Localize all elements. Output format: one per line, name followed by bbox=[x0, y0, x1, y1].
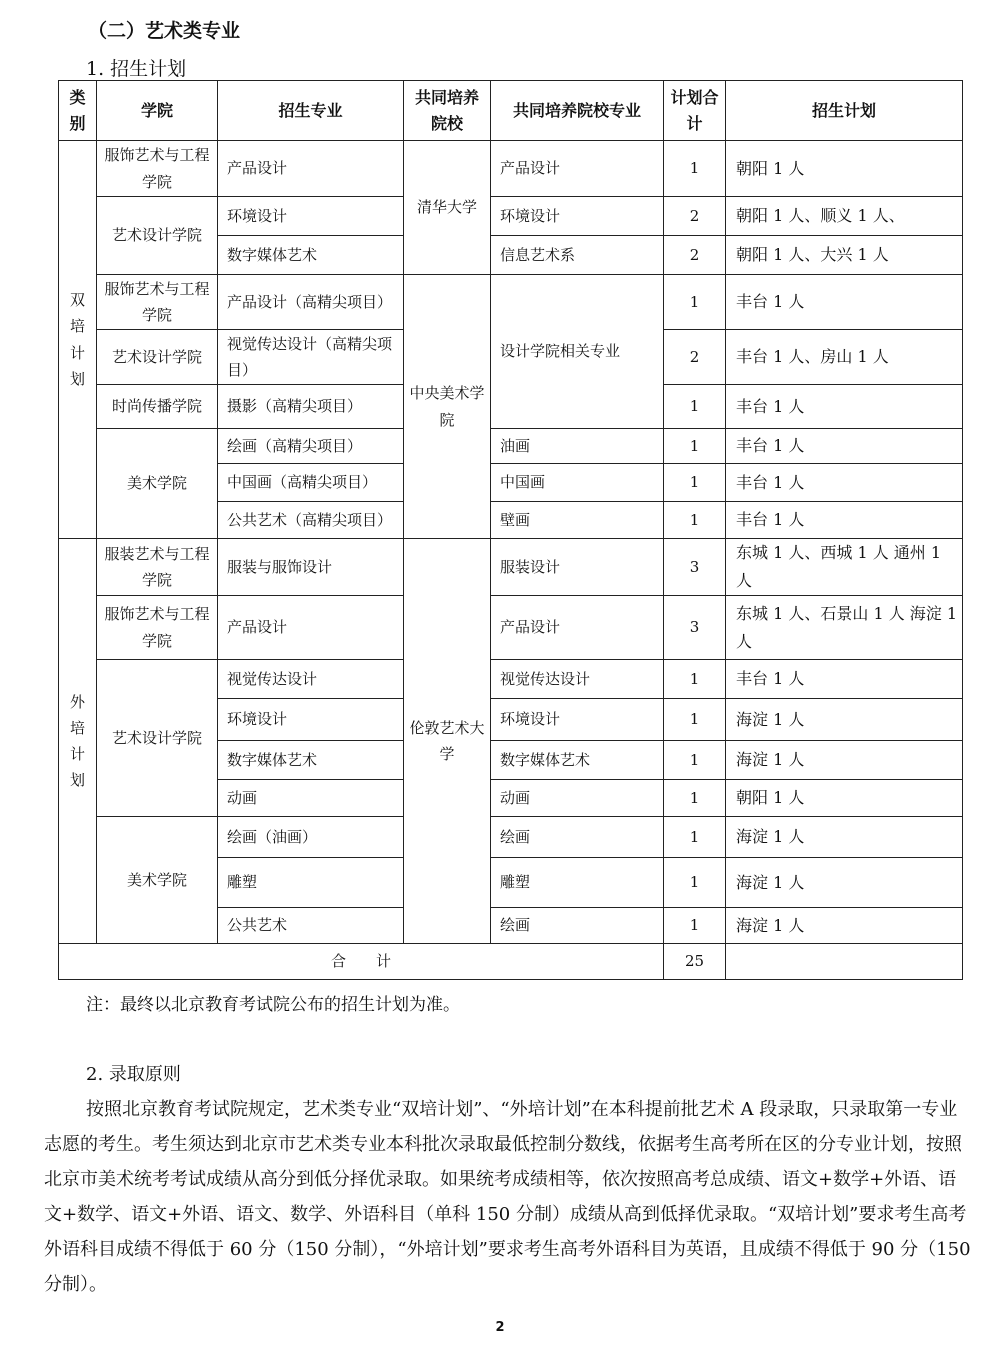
category-cell-dual bbox=[59, 141, 97, 539]
major-cell: 公共艺术（高精尖项目） bbox=[218, 502, 404, 539]
plan-cell: 海淀 1 人 bbox=[726, 908, 963, 944]
section-title: （二）艺术类专业 bbox=[88, 20, 241, 42]
plan-cell: 海淀 1 人 bbox=[726, 741, 963, 780]
total-cell: 2 bbox=[664, 197, 726, 236]
college-cell: 艺术设计学院 bbox=[97, 197, 218, 275]
total-cell: 1 bbox=[664, 429, 726, 464]
major-cell: 雕塑 bbox=[218, 858, 404, 908]
plan-cell: 丰台 1 人 bbox=[726, 660, 963, 699]
major-cell: 数字媒体艺术 bbox=[218, 236, 404, 275]
sum-row bbox=[59, 944, 963, 980]
college-cell: 服饰艺术与工程学院 bbox=[97, 141, 218, 197]
plan-cell: 东城 1 人、石景山 1 人 海淀 1 人 bbox=[726, 596, 963, 660]
header-plan: 招生计划 bbox=[726, 81, 963, 141]
total-cell: 1 bbox=[664, 780, 726, 817]
partner-major-cell: 环境设计 bbox=[491, 699, 664, 741]
table-row bbox=[59, 197, 963, 236]
partner-major-cell: 服装设计 bbox=[491, 539, 664, 596]
total-cell: 1 bbox=[664, 817, 726, 858]
total-cell: 2 bbox=[664, 236, 726, 275]
partner-major-cell: 设计学院相关专业 bbox=[491, 275, 664, 429]
header-major: 招生专业 bbox=[218, 81, 404, 141]
page-number: 2 bbox=[495, 1320, 505, 1335]
header-row bbox=[59, 81, 963, 141]
sum-value: 25 bbox=[664, 944, 726, 980]
plan-cell: 朝阳 1 人 bbox=[726, 780, 963, 817]
partner-major-cell: 油画 bbox=[491, 429, 664, 464]
major-cell: 服装与服饰设计 bbox=[218, 539, 404, 596]
college-cell: 服装艺术与工程学院 bbox=[97, 539, 218, 596]
college-cell: 服饰艺术与工程学院 bbox=[97, 275, 218, 330]
total-cell: 1 bbox=[664, 141, 726, 197]
plan-cell: 朝阳 1 人、顺义 1 人、 bbox=[726, 197, 963, 236]
total-cell: 1 bbox=[664, 385, 726, 429]
total-cell: 3 bbox=[664, 596, 726, 660]
total-cell: 1 bbox=[664, 660, 726, 699]
sub-title-admission-principle: 2. 录取原则 bbox=[86, 1064, 181, 1085]
enrollment-plan-table bbox=[58, 80, 963, 980]
header-category: 类别 bbox=[59, 81, 97, 141]
header-college: 学院 bbox=[97, 81, 218, 141]
category-label: 双 培 计 划 bbox=[69, 291, 85, 388]
partner-major-cell: 环境设计 bbox=[491, 197, 664, 236]
college-cell: 时尚传播学院 bbox=[97, 385, 218, 429]
major-cell: 绘画（高精尖项目） bbox=[218, 429, 404, 464]
plan-cell: 东城 1 人、西城 1 人 通州 1 人 bbox=[726, 539, 963, 596]
partner-major-cell: 绘画 bbox=[491, 908, 664, 944]
major-cell: 绘画（油画） bbox=[218, 817, 404, 858]
total-cell: 1 bbox=[664, 275, 726, 330]
category-cell-overseas bbox=[59, 539, 97, 944]
major-cell: 视觉传达设计（高精尖项目） bbox=[218, 330, 404, 385]
partner-school-cell: 清华大学 bbox=[404, 141, 491, 275]
table-row bbox=[59, 539, 963, 596]
plan-cell: 海淀 1 人 bbox=[726, 817, 963, 858]
table-row bbox=[59, 429, 963, 464]
major-cell: 动画 bbox=[218, 780, 404, 817]
total-cell: 1 bbox=[664, 502, 726, 539]
sum-label: 合 计 bbox=[59, 944, 664, 980]
admission-paragraph: 按照北京教育考试院规定，艺术类专业“双培计划”、“外培计划”在本科提前批艺术 A 段录取，只录取第一专业志愿的考生。考生须达到北京市艺术类专业本科批次录取最低控制分数线，依据考生高考所在区的分专业计划，按照北京市美术统考考试成绩从高分到低分择优录取。如果统考成绩相等，依次按照高考总成绩、语文+数学+外语、语文+数学、语文+外语、语文、数学、外语科目（单科 150 分制）成绩从高到低择优录取。“双培计划”要求考生高考外语科目成绩不得低于 60 分（150 分制），“外培计划”要求考生高考外语科目为英语，且成绩不得低于 90 分（150 分制）。 bbox=[44, 1099, 971, 1295]
table-row bbox=[59, 275, 963, 330]
major-cell: 摄影（高精尖项目） bbox=[218, 385, 404, 429]
plan-cell: 丰台 1 人 bbox=[726, 275, 963, 330]
table-row bbox=[59, 596, 963, 660]
major-cell: 数字媒体艺术 bbox=[218, 741, 404, 780]
table-note: 注：最终以北京教育考试院公布的招生计划为准。 bbox=[86, 995, 460, 1015]
total-cell: 1 bbox=[664, 908, 726, 944]
header-partner-major: 共同培养院校专业 bbox=[491, 81, 664, 141]
college-cell: 美术学院 bbox=[97, 817, 218, 944]
partner-major-cell: 雕塑 bbox=[491, 858, 664, 908]
sum-plan-empty bbox=[726, 944, 963, 980]
partner-major-cell: 信息艺术系 bbox=[491, 236, 664, 275]
header-partner-school: 共同培养院校 bbox=[404, 81, 491, 141]
major-cell: 环境设计 bbox=[218, 197, 404, 236]
major-cell: 产品设计 bbox=[218, 596, 404, 660]
category-label: 外 培 计 划 bbox=[69, 692, 85, 790]
partner-major-cell: 数字媒体艺术 bbox=[491, 741, 664, 780]
plan-cell: 朝阳 1 人、大兴 1 人 bbox=[726, 236, 963, 275]
major-cell: 产品设计（高精尖项目） bbox=[218, 275, 404, 330]
total-cell: 2 bbox=[664, 330, 726, 385]
plan-cell: 丰台 1 人 bbox=[726, 429, 963, 464]
partner-major-cell: 壁画 bbox=[491, 502, 664, 539]
college-cell: 艺术设计学院 bbox=[97, 660, 218, 817]
plan-cell: 海淀 1 人 bbox=[726, 699, 963, 741]
plan-cell: 丰台 1 人 bbox=[726, 502, 963, 539]
total-cell: 1 bbox=[664, 858, 726, 908]
plan-cell: 丰台 1 人 bbox=[726, 464, 963, 502]
partner-school-cell: 中央美术学院 bbox=[404, 275, 491, 539]
major-cell: 视觉传达设计 bbox=[218, 660, 404, 699]
partner-major-cell: 绘画 bbox=[491, 817, 664, 858]
plan-cell: 朝阳 1 人 bbox=[726, 141, 963, 197]
major-cell: 环境设计 bbox=[218, 699, 404, 741]
partner-major-cell: 中国画 bbox=[491, 464, 664, 502]
partner-major-cell: 视觉传达设计 bbox=[491, 660, 664, 699]
partner-school-cell: 伦敦艺术大学 bbox=[404, 539, 491, 944]
total-cell: 3 bbox=[664, 539, 726, 596]
major-cell: 公共艺术 bbox=[218, 908, 404, 944]
header-total: 计划合计 bbox=[664, 81, 726, 141]
total-cell: 1 bbox=[664, 464, 726, 502]
partner-major-cell: 产品设计 bbox=[491, 141, 664, 197]
partner-major-cell: 产品设计 bbox=[491, 596, 664, 660]
table-row bbox=[59, 817, 963, 858]
college-cell: 艺术设计学院 bbox=[97, 330, 218, 385]
table-row bbox=[59, 141, 963, 197]
plan-cell: 丰台 1 人 bbox=[726, 385, 963, 429]
table-row bbox=[59, 660, 963, 699]
sub-title-enrollment-plan: 1. 招生计划 bbox=[86, 58, 187, 80]
total-cell: 1 bbox=[664, 741, 726, 780]
major-cell: 产品设计 bbox=[218, 141, 404, 197]
major-cell: 中国画（高精尖项目） bbox=[218, 464, 404, 502]
partner-major-cell: 动画 bbox=[491, 780, 664, 817]
plan-cell: 海淀 1 人 bbox=[726, 858, 963, 908]
total-cell: 1 bbox=[664, 699, 726, 741]
plan-cell: 丰台 1 人、房山 1 人 bbox=[726, 330, 963, 385]
college-cell: 美术学院 bbox=[97, 429, 218, 539]
college-cell: 服饰艺术与工程学院 bbox=[97, 596, 218, 660]
